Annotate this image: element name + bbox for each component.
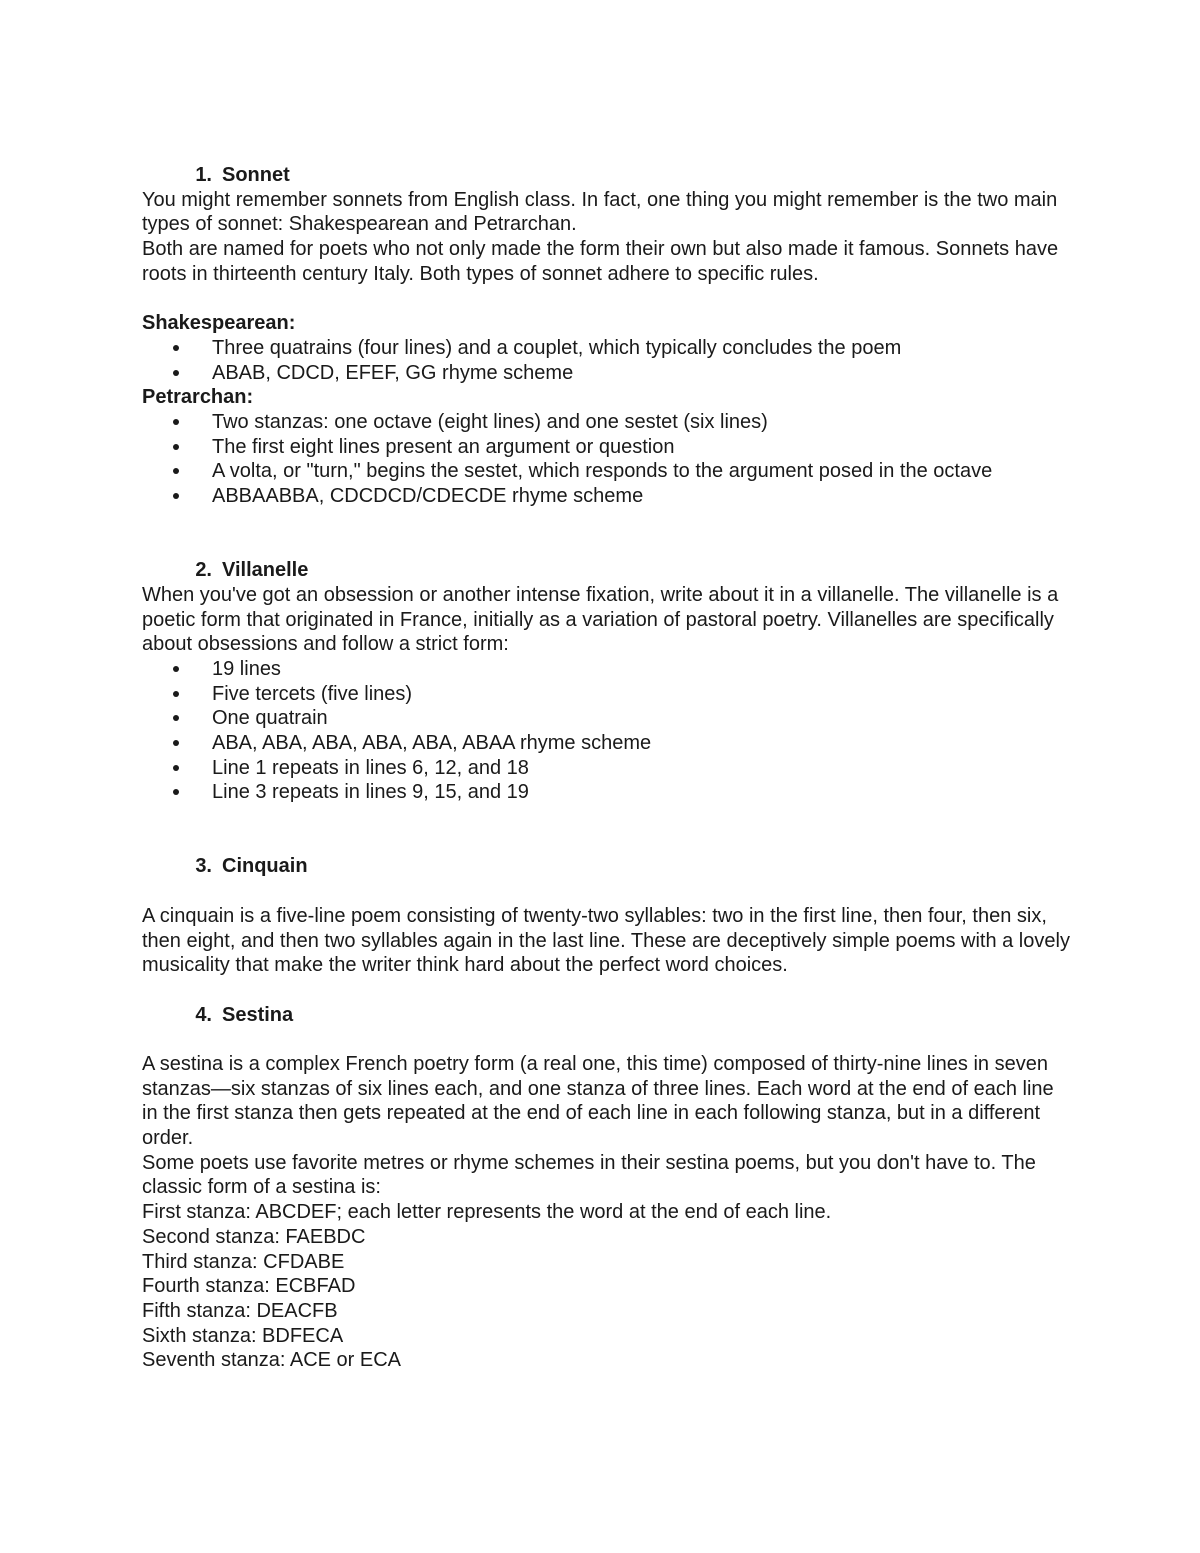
section-title: Villanelle xyxy=(222,559,309,582)
bullet-icon xyxy=(142,682,212,707)
subheading-petrarchan: Petrarchan: xyxy=(142,386,254,409)
list-item: ABBAABBA, CDCDCD/CDECDE rhyme scheme xyxy=(142,484,1072,509)
document-page xyxy=(142,163,1072,1373)
section-number: 4. xyxy=(195,1003,212,1026)
section-title: Sestina xyxy=(222,1003,294,1026)
section-heading-villanelle xyxy=(142,558,1072,583)
list-item: Five tercets (five lines) xyxy=(142,682,1072,707)
list-item: 19 lines xyxy=(142,657,1072,682)
list-item: Three quatrains (four lines) and a couplet, which typically concludes the poem xyxy=(142,336,1072,361)
bullet-icon xyxy=(142,780,212,805)
list-item: Line 3 repeats in lines 9, 15, and 19 xyxy=(142,780,1072,805)
stanza-line: Second stanza: FAEBDC xyxy=(142,1225,366,1248)
bullet-icon xyxy=(142,410,212,435)
section-number: 3. xyxy=(195,855,212,878)
paragraph: You might remember sonnets from English class. In fact, one thing you might remember is the two main types of sonnet: Shakespearean and Petrarchan. xyxy=(142,188,1058,236)
bullet-icon xyxy=(142,435,212,460)
bullet-icon xyxy=(142,361,212,386)
section-heading-sonnet xyxy=(142,163,1072,188)
stanza-line: Seventh stanza: ACE or ECA xyxy=(142,1349,402,1372)
bullet-icon xyxy=(142,484,212,509)
bullet-icon xyxy=(142,657,212,682)
list-item: The first eight lines present an argument or question xyxy=(142,435,1072,460)
bullet-icon xyxy=(142,756,212,781)
section-number: 1. xyxy=(195,164,212,186)
stanza-line: Sixth stanza: BDFECA xyxy=(142,1324,344,1347)
list-item: Two stanzas: one octave (eight lines) and one sestet (six lines) xyxy=(142,410,1072,435)
stanza-line: First stanza: ABCDEF; each letter represents the word at the end of each line. xyxy=(142,1201,832,1224)
list-item: ABAB, CDCD, EFEF, GG rhyme scheme xyxy=(142,361,1072,386)
section-heading-cinquain xyxy=(142,854,1072,879)
section-heading-sestina xyxy=(142,1003,1072,1028)
section-title: Sonnet xyxy=(222,164,290,186)
stanza-line: Third stanza: CFDABE xyxy=(142,1250,345,1273)
stanza-line: Fourth stanza: ECBFAD xyxy=(142,1275,356,1298)
paragraph: A sestina is a complex French poetry form (a real one, this time) composed of thirty-nine lines in seven stanzas—six stanzas of six lines each, and one stanza of three lines. Each word at the end of each line in the first stanza then gets repeated at the end of each line in each following stanza, but in a different order. xyxy=(142,1052,1054,1150)
section-number: 2. xyxy=(195,559,212,582)
paragraph: Both are named for poets who not only made the form their own but also made it famous. Sonnets have roots in thirteenth century Italy. Both types of sonnet adhere to specific rules. xyxy=(142,238,1059,285)
bullet-list-villanelle xyxy=(142,657,1072,805)
list-item: Line 1 repeats in lines 6, 12, and 18 xyxy=(142,756,1072,781)
bullet-icon xyxy=(142,459,212,484)
paragraph: Some poets use favorite metres or rhyme schemes in their sestina poems, but you don't have to. The classic form of a sestina is: xyxy=(142,1151,1036,1199)
paragraph: A cinquain is a five-line poem consisting of twenty-two syllables: two in the first line, then four, then six, then eight, and then two syllables again in the last line. These are deceptively simple poems with a lovely musicality that make the writer think hard about the perfect word choices. xyxy=(142,904,1070,977)
bullet-icon xyxy=(142,336,212,361)
list-item: A volta, or "turn," begins the sestet, which responds to the argument posed in the octave xyxy=(142,459,1072,484)
bullet-list-petrarchan xyxy=(142,410,1072,509)
section-title: Cinquain xyxy=(222,855,308,878)
list-item: ABA, ABA, ABA, ABA, ABA, ABAA rhyme scheme xyxy=(142,731,1072,756)
list-item: One quatrain xyxy=(142,706,1072,731)
subheading-shakespearean: Shakespearean: xyxy=(142,312,296,335)
bullet-icon xyxy=(142,731,212,756)
bullet-icon xyxy=(142,706,212,731)
bullet-list-shakespearean xyxy=(142,336,1072,385)
paragraph: When you've got an obsession or another intense fixation, write about it in a villanelle. The villanelle is a poetic form that originated in France, initially as a variation of pastoral poetry. Villanelles are specifically about obsessions and follow a strict form: xyxy=(142,583,1059,656)
stanza-line: Fifth stanza: DEACFB xyxy=(142,1300,338,1322)
